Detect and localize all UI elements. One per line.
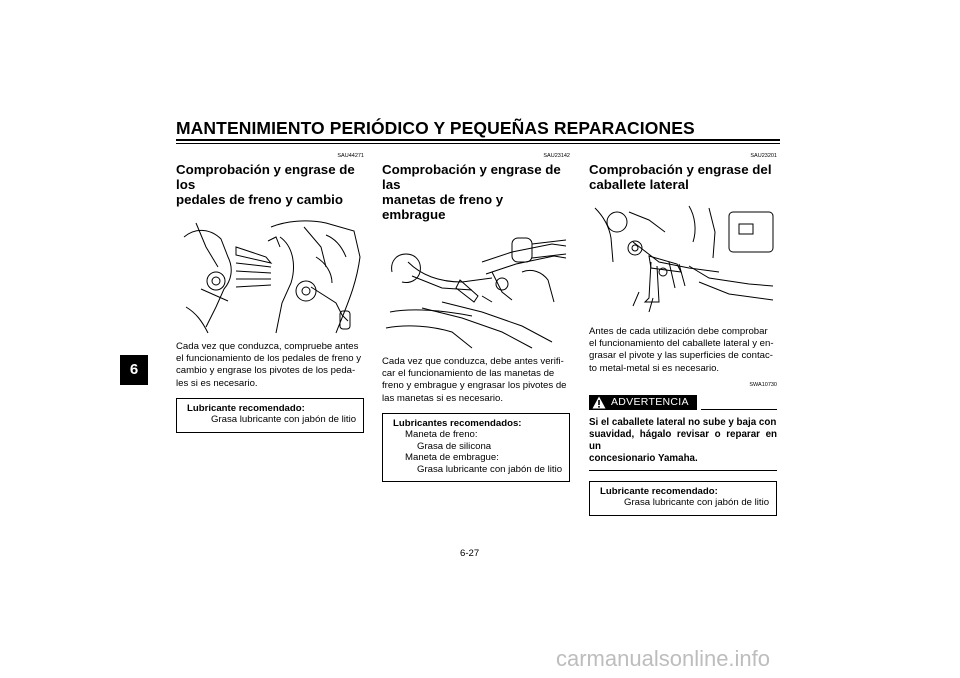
warning-label: ADVERTENCIA [611,395,689,408]
header-rule-thin [176,143,780,144]
warning-line: concesionario Yamaha. [589,453,698,465]
body-line: Cada vez que conduzca, compruebe antes [176,341,359,352]
body-line: grasar el pivote y las superficies de contac- [589,350,773,362]
section-code: SAU23142 [543,153,570,159]
section-title [382,162,570,222]
lubricant-box-title: Lubricante recomendado: [600,485,718,497]
body-line: freno y embrague y engrasar los pivotes de [382,380,567,392]
sidestand-illustration [589,202,777,320]
lubricant-item: Maneta de embrague: [405,452,499,464]
body-line: to metal-metal si es necesario. [589,362,720,374]
section-title [176,162,364,207]
pedal-illustration [176,217,364,335]
warning-badge [589,395,697,410]
lubricant-box [176,398,364,433]
section-code: SAU23201 [750,153,777,159]
lubricant-item: Grasa de silicona [417,440,492,452]
warning-text [589,417,777,466]
warning-code: SWA10730 [749,381,777,388]
body-line: Antes de cada utilización debe comprobar [589,326,768,337]
section-title-line: Comprobación y engrase de los [176,162,355,192]
section-brake-shift-pedals [176,152,364,433]
section-body [176,341,364,390]
section-title-line: Comprobación y engrase del [589,162,772,177]
section-title-line: pedales de freno y cambio [176,192,344,207]
body-line: las manetas si es necesario. [382,392,504,404]
lubricant-item: Grasa lubricante con jabón de litio [624,497,770,509]
lubricant-box-title: Lubricante recomendado: [187,402,305,414]
warning-line: suavidad, hágalo revisar o reparar en un [589,429,777,453]
page-header-title: MANTENIMIENTO PERIÓDICO Y PEQUEÑAS REPARACIONES [176,118,695,138]
section-code: SAU44271 [337,153,364,159]
lubricant-item: Maneta de freno: [405,429,478,441]
lubricant-box [382,413,570,483]
section-body [382,356,570,405]
lubricant-box-title: Lubricantes recomendados: [393,417,522,429]
body-line: cambio y engrase los pivotes de los peda- [176,365,356,377]
body-line: les si es necesario. [176,377,258,389]
section-brake-clutch-levers [382,152,570,482]
body-line: el funcionamiento de los pedales de freno y [176,353,362,365]
lubricant-box [589,481,777,516]
lever-illustration [382,232,570,350]
warning-rule [701,409,777,410]
section-title-line: caballete lateral [589,177,689,192]
lubricant-item: Grasa lubricante con jabón de litio [417,463,563,475]
section-title [589,162,777,192]
warning-line: Si el caballete lateral no sube y baja con [589,416,777,428]
section-title-line: Comprobación y engrase de las [382,162,561,192]
section-sidestand [589,152,777,516]
header-rule-thick [176,139,780,141]
lubricant-item: Grasa lubricante con jabón de litio [211,414,357,426]
body-line: el funcionamiento del caballete lateral y en- [589,338,774,350]
page-number: 6-27 [460,548,480,559]
section-body [589,326,777,375]
warning-end-rule [589,470,777,471]
warning-header [589,395,777,413]
body-line: car el funcionamiento de las manetas de [382,368,555,380]
chapter-tab: 6 [120,355,148,385]
body-line: Cada vez que conduzca, debe antes verifi- [382,356,564,367]
watermark: carmanualsonline.info [556,646,771,671]
section-title-line: manetas de freno y embrague [382,192,504,222]
warning-triangle-icon [592,396,606,409]
